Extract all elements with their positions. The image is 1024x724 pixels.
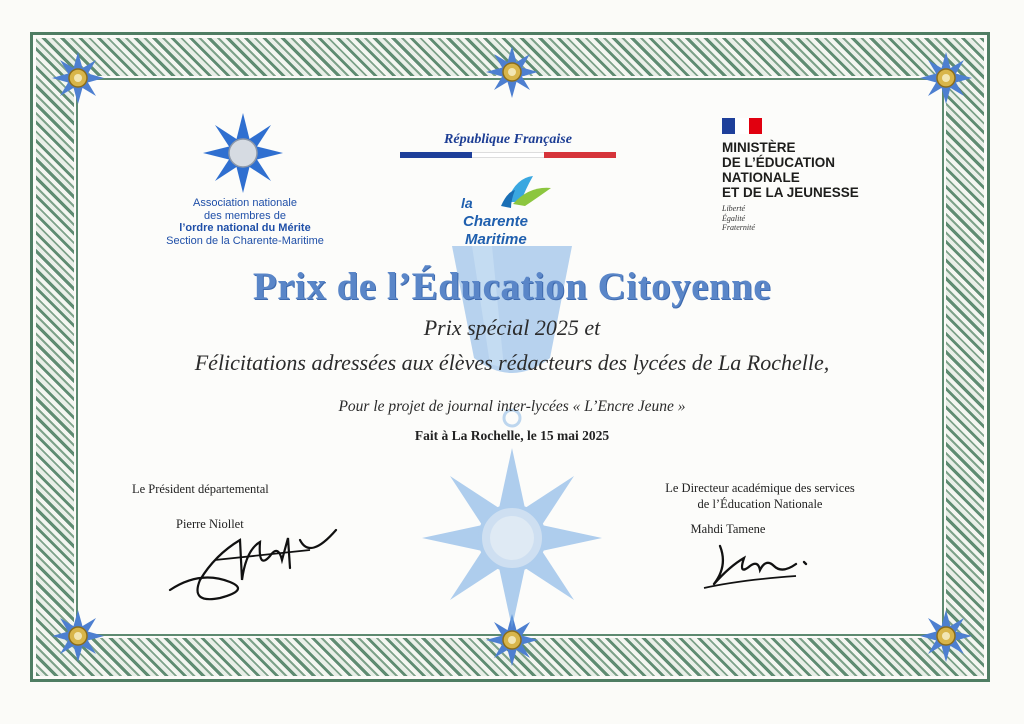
republique-francaise-label: République Française [444,132,572,147]
right-signatory-title-line-2: de l’Éducation Nationale [697,496,823,511]
left-signature-icon [160,520,350,610]
certificate-place-date: Fait à La Rochelle, le 15 mai 2025 [414,428,610,443]
charente-line-3: Maritime [465,231,527,248]
charente-maritime-logo-icon [455,172,565,252]
right-signatory-title [628,481,892,512]
certificate-project: Pour le projet de journal inter-lycées « L’Encre Jeune » [338,398,686,415]
corner-medal-icon [916,48,976,108]
association-line-4: Section de la Charente-Maritime [166,234,324,247]
association-line-3: l’ordre national du Mérite [179,222,311,234]
certificate-subtitle-2: Félicitations adressées aux élèves rédacteurs des lycées de La Rochelle, [194,350,830,375]
charente-line-1: la [461,195,473,211]
ministere-flag-icon [722,118,762,134]
left-signatory-name: Pierre Niollet [176,517,244,531]
corner-medal-icon [48,606,108,666]
association-name [130,197,360,247]
right-signatory-title-line-1: Le Directeur académique des services [665,481,855,495]
ministere-title: MINISTÈRE DE L’ÉDUCATION NATIONALE ET DE LA JEUNESSE [722,140,859,200]
ministere-motto: Liberté Égalité Fraternité [722,204,755,232]
charente-line-2: Charente [463,213,529,230]
right-signatory-name: Mahdi Tamene [690,522,766,536]
tricolor-line [400,152,616,158]
left-signatory-title: Le Président départemental [132,482,269,496]
association-line-1: Association nationale [193,197,297,209]
corner-medal-icon [48,48,108,108]
top-center-medal-icon [482,42,542,102]
ministere-logo [722,118,932,233]
corner-medal-icon [916,606,976,666]
right-signature-icon [700,536,830,594]
anomm-star-logo-icon [200,112,286,194]
association-line-2: des membres de [204,209,286,222]
certificate-title: Prix de l’Éducation Citoyenne [252,265,772,308]
certificate-subtitle-1: Prix spécial 2025 et [423,315,601,340]
